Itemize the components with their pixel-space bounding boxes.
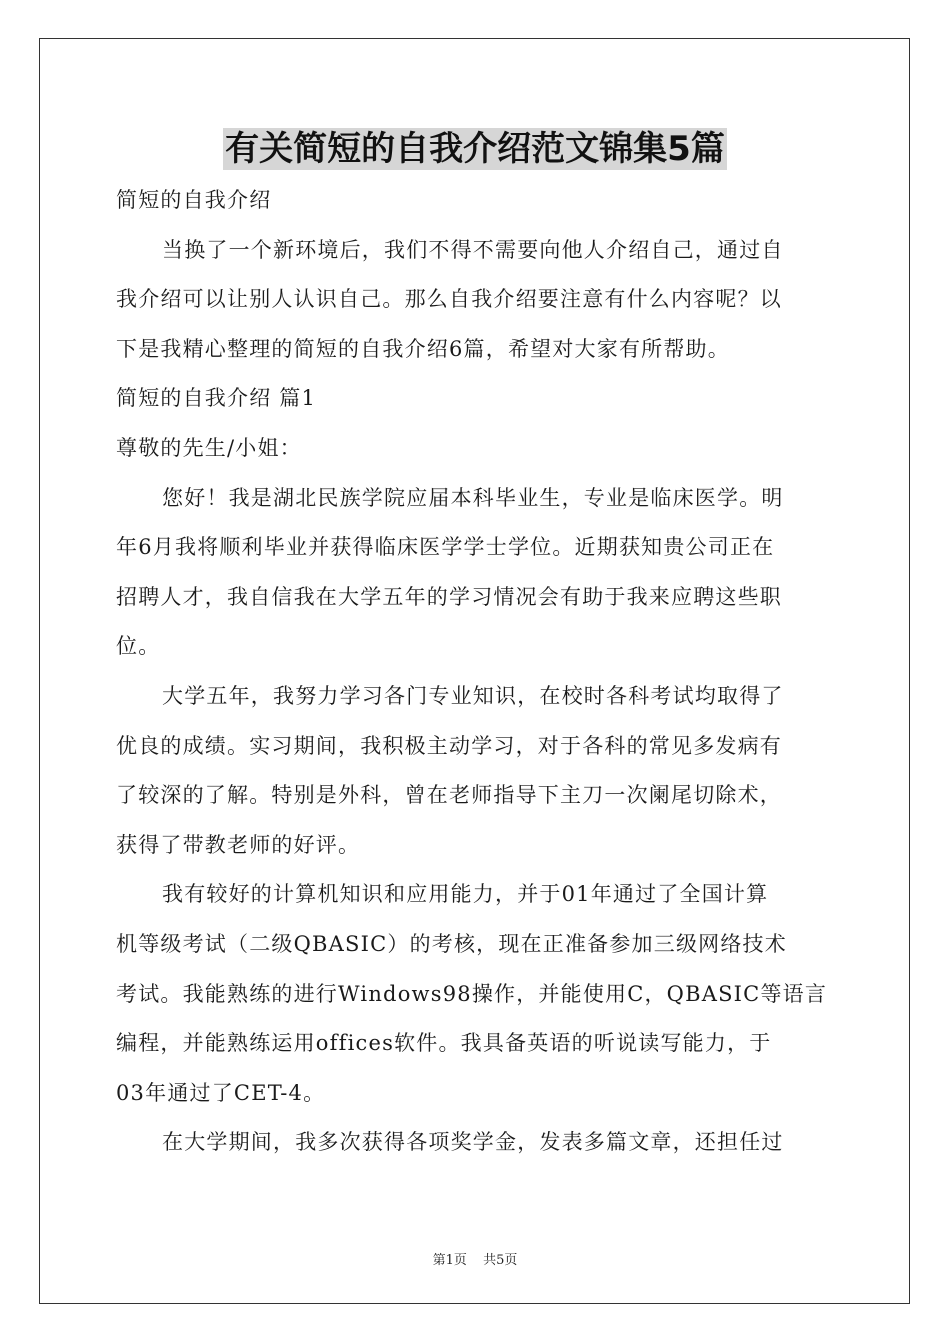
text-line: 招聘人才，我自信我在大学五年的学习情况会有助于我来应聘这些职: [116, 584, 782, 609]
text-line: 考试。我能熟练的进行Windows98操作，并能使用C，QBASIC等语言: [116, 981, 828, 1006]
text-line: 机等级考试（二级QBASIC）的考核，现在正准备参加三级网络技术: [116, 931, 787, 956]
text-line: 获得了带教老师的好评。: [116, 832, 361, 857]
title-container: [0, 128, 950, 170]
text-line: 编程，并能熟练运用offices软件。我具备英语的听说读写能力，于: [116, 1031, 772, 1056]
text-line: 03年通过了CET-4。: [116, 1080, 326, 1105]
text-line: 尊敬的先生/小姐：: [116, 435, 302, 460]
text-line: 年6月我将顺利毕业并获得临床医学学士学位。近期获知贵公司正在: [116, 535, 775, 560]
text-line: 我有较好的计算机知识和应用能力，并于01年通过了全国计算: [162, 882, 769, 907]
page-footer: [0, 1249, 950, 1268]
text-line: 您好！我是湖北民族学院应届本科毕业生，专业是临床医学。明: [162, 485, 784, 510]
text-line: 下是我精心整理的简短的自我介绍6篇，希望对大家有所帮助。: [116, 336, 730, 361]
text-line: 了较深的了解。特别是外科，曾在老师指导下主刀一次阑尾切除术，: [116, 783, 782, 808]
page-number-current: 第1页: [432, 1253, 467, 1268]
text-line: 简短的自我介绍 篇1: [116, 386, 317, 411]
text-line: 我介绍可以让别人认识自己。那么自我介绍要注意有什么内容呢？以: [116, 287, 782, 312]
document-body: [116, 176, 834, 1168]
document-title: 有关简短的自我介绍范文锦集5篇: [225, 129, 725, 169]
page-number-total: 共5页: [483, 1253, 518, 1268]
text-line: 位。: [116, 634, 161, 659]
text-line: 简短的自我介绍: [116, 188, 272, 212]
text-line: 在大学期间，我多次获得各项奖学金，发表多篇文章，还担任过: [162, 1130, 784, 1155]
text-line: 大学五年，我努力学习各门专业知识，在校时各科考试均取得了: [162, 683, 784, 708]
text-line: 优良的成绩。实习期间，我积极主动学习，对于各科的常见多发病有: [116, 733, 782, 758]
text-line: 当换了一个新环境后，我们不得不需要向他人介绍自己，通过自: [162, 237, 784, 262]
